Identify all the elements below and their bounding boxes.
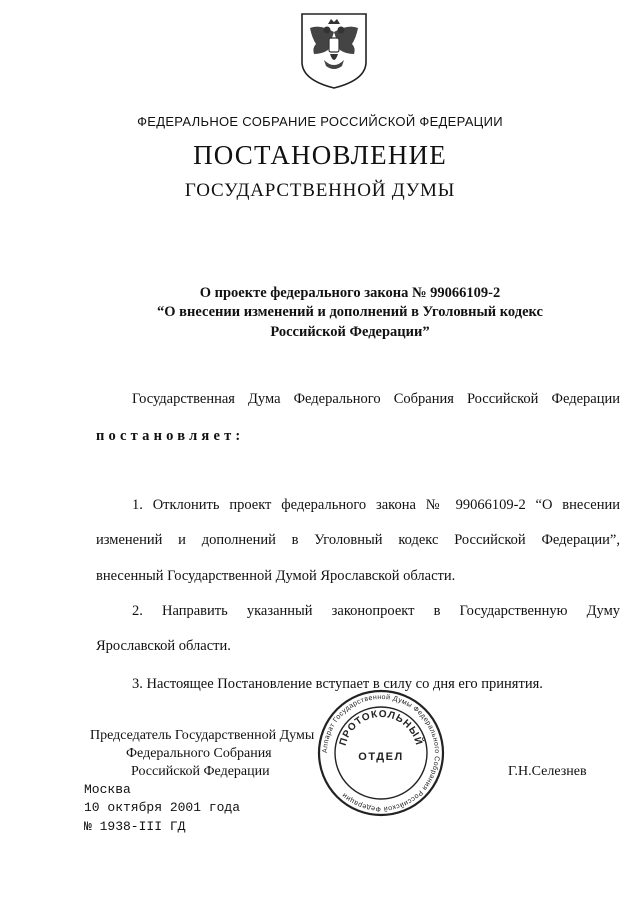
resolution-item-1: 1. Отклонить проект федерального закона № 99066109-2 “О внесении	[132, 497, 620, 513]
stamp-inner-text: ПРОТОКОЛЬНЫЙ	[337, 708, 425, 748]
svg-text:ПРОТОКОЛЬНЫЙ	[338, 709, 426, 747]
document-number: № 1938-III ГД	[84, 819, 186, 834]
document-title: ПОСТАНОВЛЕНИЕ	[193, 140, 447, 170]
stamp-center-text: ОТДЕЛ	[358, 751, 404, 763]
subject-line: Российской Федерации”	[270, 324, 430, 340]
intro-paragraph: Государственная Дума Федерального Собрания Российской Федерации	[132, 391, 620, 407]
signatory-title: Председатель Государственной Думы	[90, 728, 315, 743]
coat-of-arms-emblem	[298, 10, 370, 90]
resolution-item-2: 2. Направить указанный законопроект в Государственную Думу	[132, 603, 620, 619]
signatory-name: Г.Н.Селезнев	[508, 764, 587, 779]
assembly-heading: ФЕДЕРАЛЬНОЕ СОБРАНИЕ РОССИЙСКОЙ ФЕДЕРАЦИИ	[137, 114, 503, 129]
stamp-outer-text: Аппарат Государственной Думы Федерального Собрания Российской Федерации	[321, 693, 441, 813]
resolution-item-1: внесенный Государственной Думой Ярославской области.	[96, 568, 456, 584]
official-stamp	[316, 688, 446, 818]
document-subtitle: ГОСУДАРСТВЕННОЙ ДУМЫ	[184, 180, 456, 201]
issue-date: 10 октября 2001 года	[84, 800, 241, 815]
subject-line: О проекте федерального закона № 99066109-2	[199, 285, 501, 301]
resolution-item-3: 3. Настоящее Постановление вступает в силу со дня его принятия.	[132, 676, 543, 692]
resolves-word: постановляет:	[96, 428, 245, 444]
resolution-item-1: изменений и дополнений в Уголовный кодекс Российской Федерации”,	[96, 532, 620, 548]
place-of-issue: Москва	[84, 782, 131, 797]
subject-line: “О внесении изменений и дополнений в Уголовный кодекс	[157, 304, 543, 320]
resolution-item-2: Ярославской области.	[96, 638, 231, 654]
signatory-title: Российской Федерации	[131, 764, 270, 779]
signatory-title: Федерального Собрания	[126, 746, 272, 761]
